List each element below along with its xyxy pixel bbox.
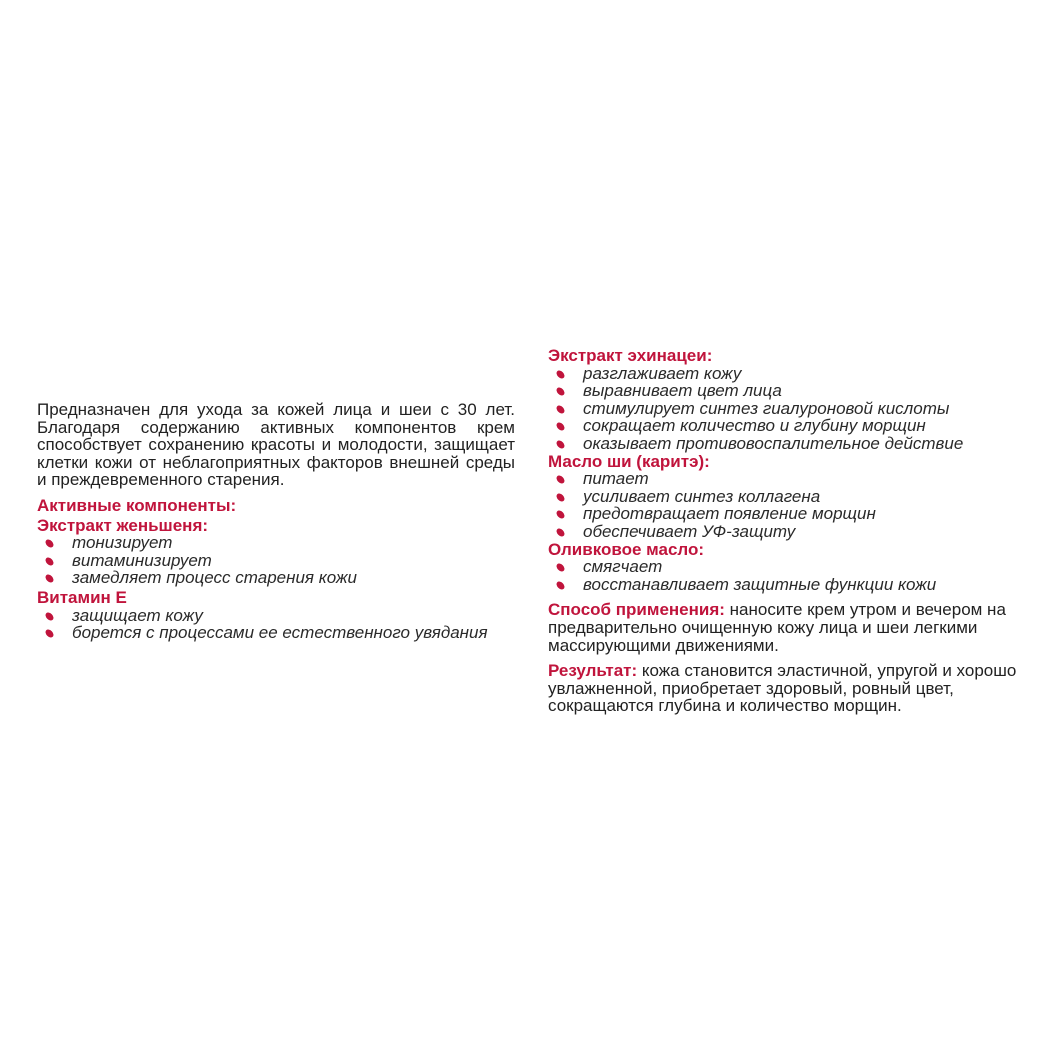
olive-heading: Оливковое масло: <box>548 539 705 559</box>
usage-paragraph <box>548 601 1033 654</box>
list-item: восстанавливает защитные функции кожи <box>548 576 1033 594</box>
seed-bullet-icon <box>555 527 566 538</box>
vitamin-e-heading: Витамин Е <box>37 587 127 607</box>
list-item: обеспечивает УФ-защиту <box>548 523 1033 541</box>
result-text: кожа становится эластичной, упругой и хорошо увлажненной, приобретает здоровый, ровный цвет, сокращаются глубина и количество морщин. <box>548 661 1017 716</box>
list-item: стимулирует синтез гиалуроновой кислоты <box>548 400 1033 418</box>
seed-bullet-icon <box>555 562 566 573</box>
vitamin-e-list <box>37 607 515 642</box>
result-paragraph <box>548 662 1033 715</box>
usage-text: наносите крем утром и вечером на предварительно очищенную кожу лица и шеи легкими массирующими движениями. <box>548 600 1006 655</box>
echinacea-heading: Экстракт эхинацеи: <box>548 346 713 365</box>
list-item: защищает кожу <box>37 607 515 625</box>
olive-list <box>548 558 1033 593</box>
seed-bullet-icon <box>44 611 55 622</box>
ginseng-heading: Экстракт женьшеня: <box>37 515 209 535</box>
seed-bullet-icon <box>555 580 566 591</box>
list-item: смягчает <box>548 558 1033 576</box>
seed-bullet-icon <box>44 538 55 549</box>
list-item: сокращает количество и глубину морщин <box>548 417 1033 435</box>
shea-heading: Масло ши (каритэ): <box>548 451 710 471</box>
list-item: борется с процессами ее естественного увядания <box>37 624 515 642</box>
list-item: разглаживает кожу <box>548 365 1033 383</box>
seed-bullet-icon <box>555 509 566 520</box>
seed-bullet-icon <box>555 439 566 450</box>
list-item: оказывает противовоспалительное действие <box>548 435 1033 453</box>
seed-bullet-icon <box>555 369 566 380</box>
left-column <box>37 401 515 642</box>
seed-bullet-icon <box>555 421 566 432</box>
list-item: усиливает синтез коллагена <box>548 488 1033 506</box>
list-item: питает <box>548 470 1033 488</box>
shea-list <box>548 470 1033 540</box>
active-components-heading: Активные компоненты: <box>37 495 237 515</box>
seed-bullet-icon <box>44 573 55 584</box>
list-item: замедляет процесс старения кожи <box>37 569 515 587</box>
result-label: Результат: <box>548 661 638 681</box>
seed-bullet-icon <box>555 474 566 485</box>
intro-paragraph: Предназначен для ухода за кожей лица и шеи с 30 лет. Благодаря содержанию активных компонентов крем способствует сохранению красоты и молодости, защищает клетки кожи от неблагоприятных факторов внешней среды и преждевременного старения. <box>37 400 515 490</box>
seed-bullet-icon <box>44 556 55 567</box>
seed-bullet-icon <box>555 404 566 415</box>
list-item: предотвращает появление морщин <box>548 505 1033 523</box>
seed-bullet-icon <box>555 386 566 397</box>
right-column <box>548 347 1033 715</box>
seed-bullet-icon <box>555 492 566 503</box>
list-item: тонизирует <box>37 534 515 552</box>
usage-label: Способ применения: <box>548 600 725 620</box>
echinacea-list <box>548 365 1033 453</box>
list-item: витаминизирует <box>37 552 515 570</box>
seed-bullet-icon <box>44 628 55 639</box>
ginseng-list <box>37 534 515 587</box>
list-item: выравнивает цвет лица <box>548 382 1033 400</box>
